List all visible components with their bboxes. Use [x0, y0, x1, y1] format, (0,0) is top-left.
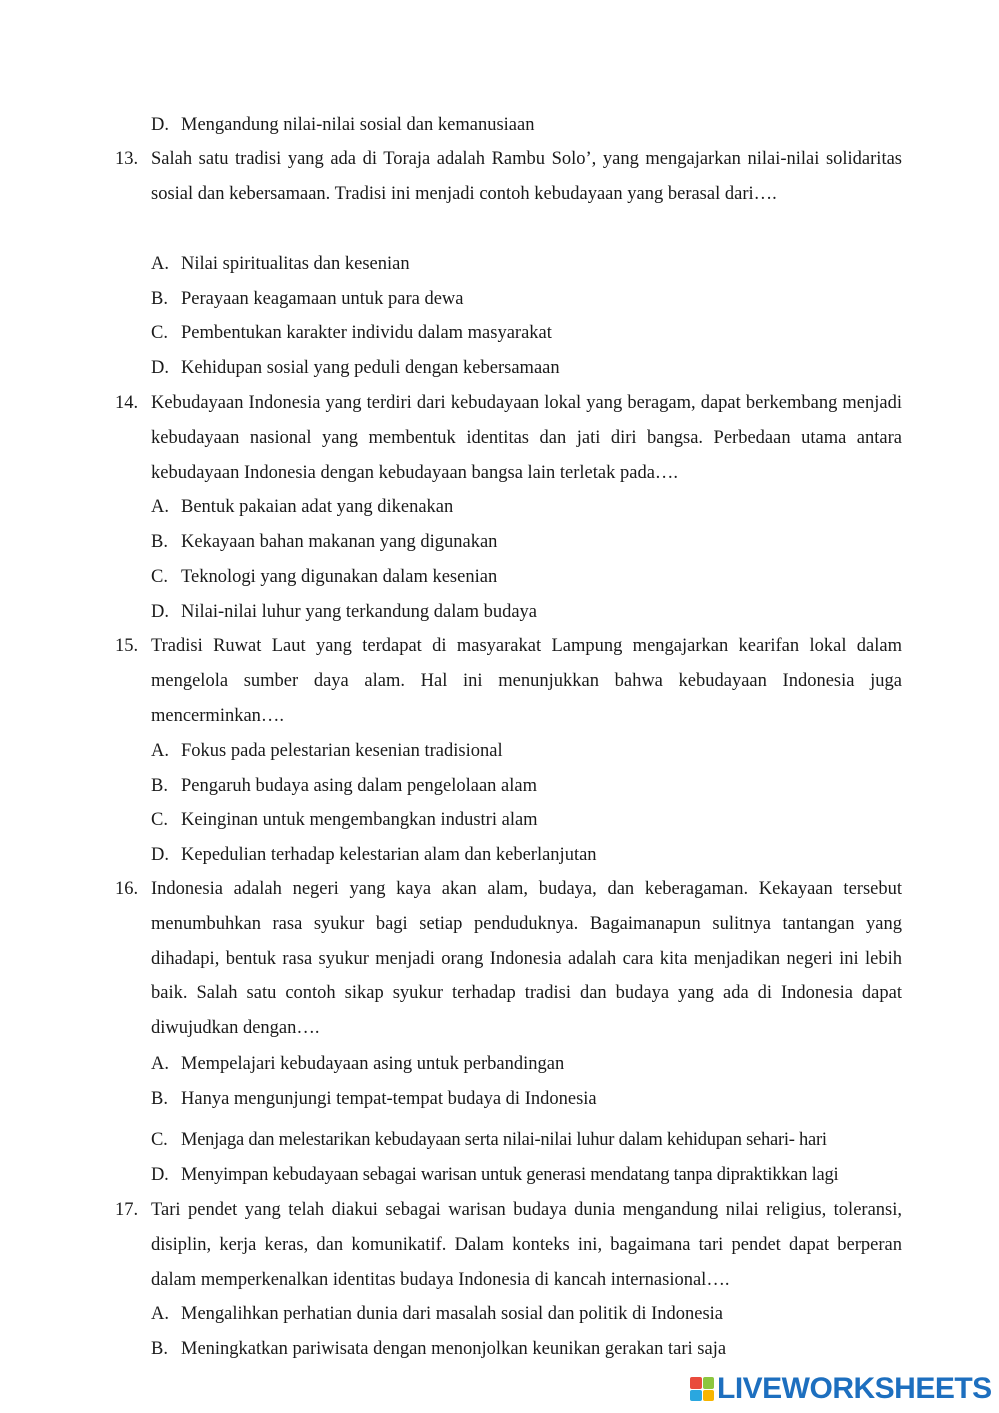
- q13-option-b: [151, 288, 911, 310]
- option-text: Menyimpan kebudayaan sebagai warisan untuk generasi mendatang tanpa dipraktikkan lagi: [181, 1165, 839, 1185]
- mark-square-yellow: [703, 1390, 715, 1402]
- q13-option-a: [151, 253, 911, 275]
- mark-square-green: [703, 1377, 715, 1389]
- option-text: Menjaga dan melestarikan kebudayaan serta nilai-nilai luhur dalam kehidupan sehari- hari: [181, 1130, 827, 1150]
- option-text: Fokus pada pelestarian kesenian tradisional: [181, 741, 503, 761]
- liveworksheets-mark-icon: [690, 1377, 714, 1401]
- option-text: Meningkatkan pariwisata dengan menonjolkan keunikan gerakan tari saja: [181, 1339, 727, 1359]
- question-stem: Tradisi Ruwat Laut yang terdapat di masyarakat Lampung mengajarkan kearifan lokal dalam mengelola sumber daya alam. Hal ini menunjukkan bahwa kebudayaan Indonesia juga mencerminkan….: [151, 636, 902, 726]
- option-text: Kepedulian terhadap kelestarian alam dan keberlanjutan: [181, 845, 597, 865]
- question-14: [115, 386, 902, 490]
- option-letter: A.: [151, 497, 169, 517]
- question-number: 15.: [115, 636, 139, 656]
- option-text: Pengaruh budaya asing dalam pengelolaan alam: [181, 776, 537, 796]
- option-text: Bentuk pakaian adat yang dikenakan: [181, 497, 454, 517]
- question-number: 17.: [115, 1200, 139, 1220]
- option-letter: B.: [151, 532, 168, 552]
- option-text: Perayaan keagamaan untuk para dewa: [181, 289, 464, 309]
- q15-option-d: [151, 844, 911, 866]
- q14-option-a: [151, 496, 911, 518]
- option-letter: D.: [151, 115, 169, 135]
- option-text: Mempelajari kebudayaan asing untuk perbandingan: [181, 1054, 565, 1074]
- q13-option-d: [151, 357, 911, 379]
- liveworksheets-wordmark: LIVEWORKSHEETS: [717, 1372, 992, 1405]
- option-letter: C.: [151, 810, 168, 830]
- option-letter: D.: [151, 845, 169, 865]
- question-16: [115, 872, 902, 1046]
- liveworksheets-logo[interactable]: [690, 1374, 992, 1404]
- option-text: Mengalihkan perhatian dunia dari masalah sosial dan politik di Indonesia: [181, 1304, 724, 1324]
- option-letter: C.: [151, 567, 168, 587]
- q16-option-d: [151, 1164, 911, 1186]
- option-text: Teknologi yang digunakan dalam kesenian: [181, 567, 498, 587]
- option-letter: B.: [151, 776, 168, 796]
- q16-option-b: [151, 1088, 911, 1110]
- q17-option-a: [151, 1303, 911, 1325]
- option-text: Mengandung nilai-nilai sosial dan kemanusiaan: [181, 115, 535, 135]
- option-text: Keinginan untuk mengembangkan industri alam: [181, 810, 538, 830]
- option-letter: A.: [151, 254, 169, 274]
- q16-option-a: [151, 1053, 911, 1075]
- question-13: [115, 142, 902, 212]
- mark-square-red: [690, 1377, 702, 1389]
- option-text: Kehidupan sosial yang peduli dengan kebersamaan: [181, 358, 560, 378]
- option-letter: A.: [151, 741, 169, 761]
- q15-option-b: [151, 775, 911, 797]
- q16-option-c: [151, 1129, 911, 1151]
- q13-option-c: [151, 322, 911, 344]
- option-letter: B.: [151, 1339, 168, 1359]
- option-letter: C.: [151, 323, 168, 343]
- option-letter: B.: [151, 1089, 168, 1109]
- question-stem: Indonesia adalah negeri yang kaya akan alam, budaya, dan keberagaman. Kekayaan tersebut menumbuhkan rasa syukur bagi setiap penduduknya. Bagaimanapun sulitnya tantangan yang dihadapi, bentuk rasa syukur menjadi orang Indonesia adalah cara kita menjadikan negeri ini lebih baik. Salah satu contoh sikap syukur terhadap tradisi dan budaya yang ada di Indonesia dapat diwujudkan dengan….: [151, 879, 902, 1039]
- question-15: [115, 629, 902, 733]
- question-stem: Tari pendet yang telah diakui sebagai warisan budaya dunia mengandung nilai religius, toleransi, disiplin, kerja keras, dan komunikatif. Dalam konteks ini, bagaimana tari pendet dapat berperan dalam memperkenalkan identitas budaya Indonesia di kancah internasional….: [151, 1200, 902, 1290]
- option-letter: D.: [151, 602, 169, 622]
- option-letter: D.: [151, 358, 169, 378]
- q14-option-c: [151, 566, 911, 588]
- question-stem: Kebudayaan Indonesia yang terdiri dari kebudayaan lokal yang beragam, dapat berkembang menjadi kebudayaan nasional yang membentuk identitas dan jati diri bangsa. Perbedaan utama antara kebudayaan Indonesia dengan kebudayaan bangsa lain terletak pada….: [151, 393, 902, 483]
- question-number: 13.: [115, 149, 139, 169]
- q14-option-d: [151, 601, 911, 623]
- q12-option-d: [151, 114, 911, 136]
- option-text: Hanya mengunjungi tempat-tempat budaya di Indonesia: [181, 1089, 597, 1109]
- option-text: Pembentukan karakter individu dalam masyarakat: [181, 323, 552, 343]
- q17-option-b: [151, 1338, 911, 1360]
- option-text: Kekayaan bahan makanan yang digunakan: [181, 532, 498, 552]
- option-letter: A.: [151, 1304, 169, 1324]
- question-number: 16.: [115, 879, 139, 899]
- option-text: Nilai-nilai luhur yang terkandung dalam budaya: [181, 602, 538, 622]
- q15-option-c: [151, 809, 911, 831]
- option-letter: D.: [151, 1165, 169, 1185]
- option-letter: A.: [151, 1054, 169, 1074]
- q15-option-a: [151, 740, 911, 762]
- mark-square-blue: [690, 1390, 702, 1402]
- question-17: [115, 1193, 902, 1297]
- option-letter: B.: [151, 289, 168, 309]
- question-number: 14.: [115, 393, 139, 413]
- option-letter: C.: [151, 1130, 168, 1150]
- option-text: Nilai spiritualitas dan kesenian: [181, 254, 410, 274]
- q14-option-b: [151, 531, 911, 553]
- question-stem: Salah satu tradisi yang ada di Toraja adalah Rambu Solo’, yang mengajarkan nilai-nilai solidaritas sosial dan kebersamaan. Tradisi ini menjadi contoh kebudayaan yang berasal dari….: [151, 149, 902, 204]
